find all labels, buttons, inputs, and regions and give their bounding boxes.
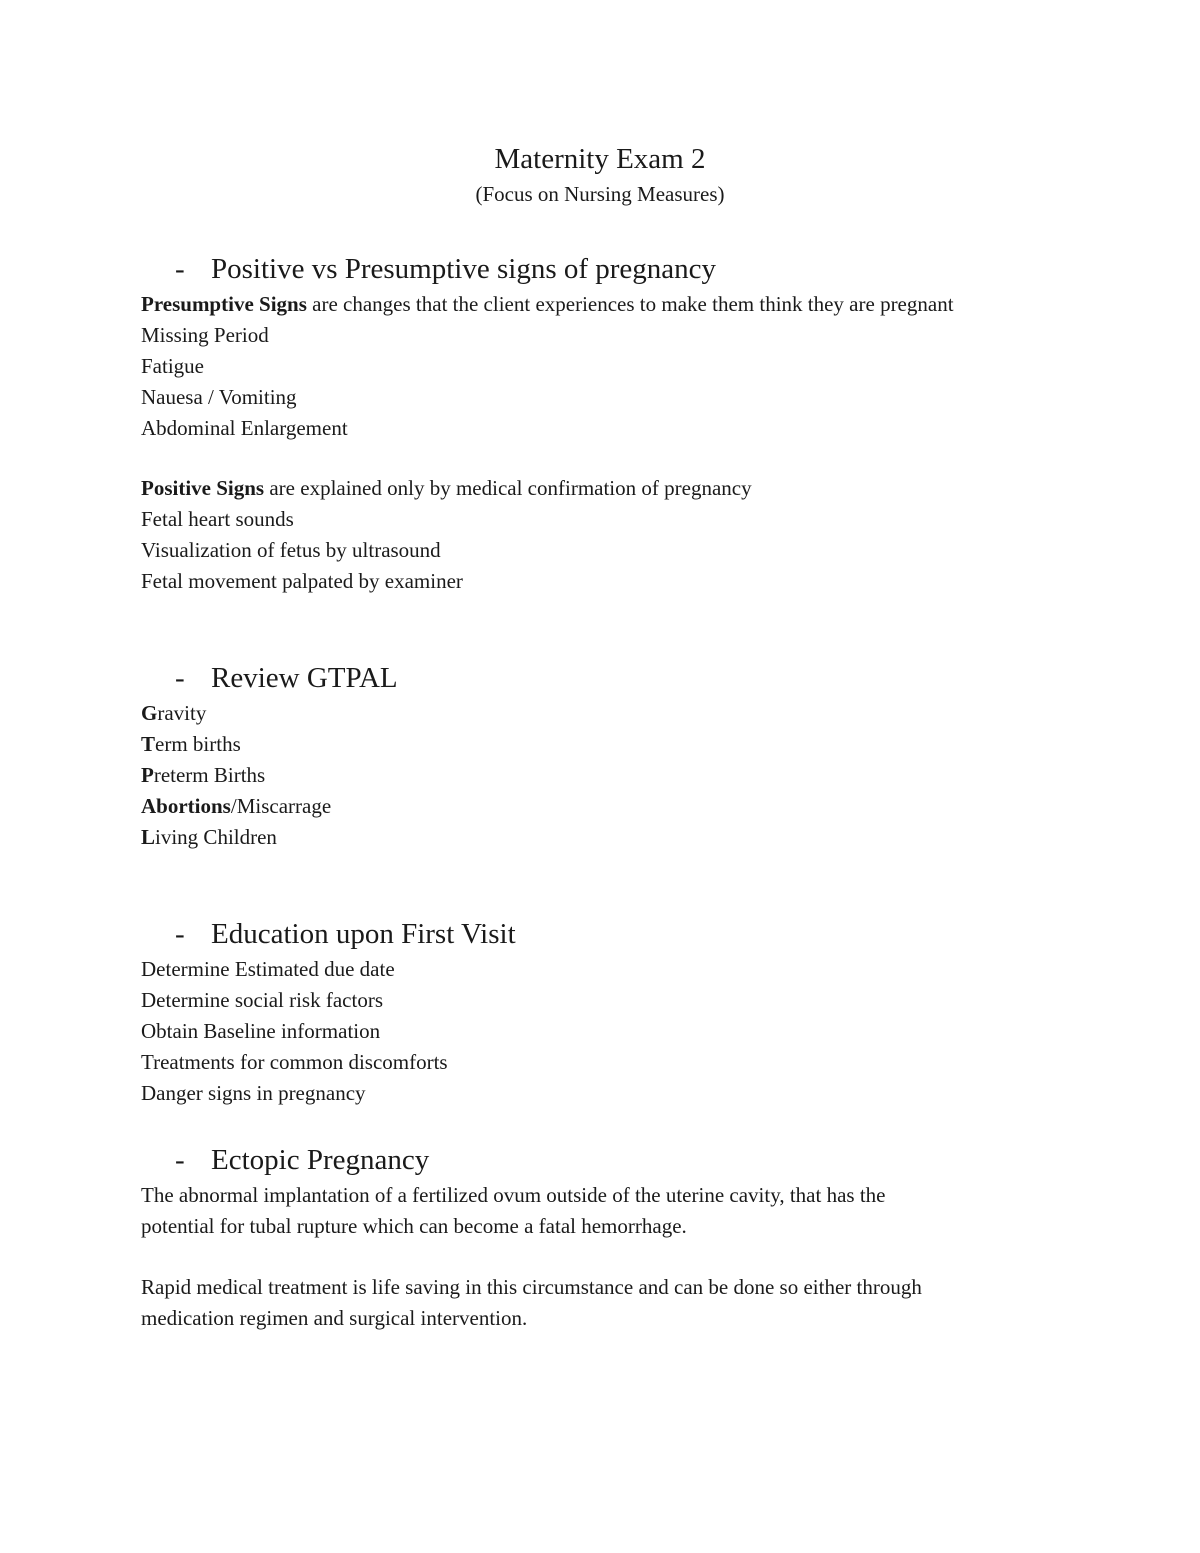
heading-gtpal [175, 660, 398, 696]
gtpal-item [141, 823, 277, 851]
list-item: Fetal movement palpated by examiner [141, 569, 463, 593]
heading-bullet: - [175, 1144, 185, 1176]
list-item: Determine social risk factors [141, 988, 383, 1012]
list-item: Obtain Baseline information [141, 1019, 381, 1043]
gtpal-initial: Abortions [141, 794, 231, 818]
list-item: Visualization of fetus by ultrasound [141, 538, 441, 562]
gtpal-rest: reterm Births [153, 763, 266, 787]
presumptive-term: Presumptive Signs [141, 292, 307, 316]
heading-signs [175, 251, 716, 287]
presumptive-def-text: are changes that the client experiences to make them think they are pregnant [306, 292, 954, 316]
heading-text: Positive vs Presumptive signs of pregnancy [211, 253, 717, 285]
gtpal-rest: ravity [157, 701, 207, 725]
list-item: Determine Estimated due date [141, 957, 395, 981]
gtpal-initial: T [141, 732, 156, 756]
paragraph-line: medication regimen and surgical intervention. [141, 1306, 528, 1330]
list-item: Danger signs in pregnancy [141, 1081, 366, 1105]
heading-text: Review GTPAL [211, 662, 398, 694]
paragraph-line: The abnormal implantation of a fertilized ovum outside of the uterine cavity, that has the [141, 1183, 886, 1207]
heading-bullet: - [175, 253, 185, 285]
gtpal-rest: iving Children [155, 825, 277, 849]
list-item: Fetal heart sounds [141, 507, 294, 531]
list-item: Treatments for common discomforts [141, 1050, 448, 1074]
paragraph-line: potential for tubal rupture which can become a fatal hemorrhage. [141, 1214, 687, 1238]
gtpal-rest: erm births [155, 732, 241, 756]
list-item: Fatigue [141, 354, 204, 378]
gtpal-initial: L [141, 825, 156, 849]
paragraph-line: Rapid medical treatment is life saving in this circumstance and can be done so either through [141, 1275, 922, 1299]
gtpal-rest: /Miscarrage [230, 794, 332, 818]
heading-bullet: - [175, 662, 185, 694]
gtpal-initial: P [141, 763, 154, 787]
list-item: Nauesa / Vomiting [141, 385, 297, 409]
document-subtitle: (Focus on Nursing Measures) [475, 182, 725, 206]
positive-def-text: are explained only by medical confirmation of pregnancy [264, 476, 752, 500]
document-title: Maternity Exam 2 [494, 143, 706, 175]
gtpal-item [141, 730, 241, 758]
gtpal-item [141, 792, 331, 820]
positive-definition [141, 474, 752, 502]
list-item: Missing Period [141, 323, 269, 347]
presumptive-definition [141, 290, 954, 318]
heading-ectopic [175, 1142, 429, 1178]
list-item: Abdominal Enlargement [141, 416, 348, 440]
heading-text: Ectopic Pregnancy [211, 1144, 430, 1176]
gtpal-item [141, 761, 265, 789]
positive-term: Positive Signs [141, 476, 265, 500]
heading-bullet: - [175, 918, 185, 950]
gtpal-initial: G [141, 701, 158, 725]
heading-education [175, 916, 516, 952]
heading-text: Education upon First Visit [211, 918, 516, 950]
gtpal-item [141, 699, 206, 727]
